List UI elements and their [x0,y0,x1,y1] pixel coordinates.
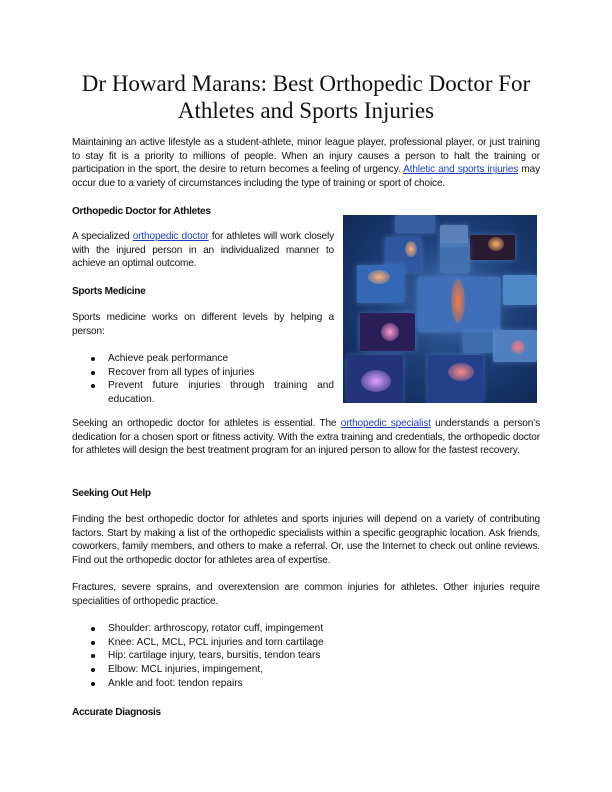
list-item: Ankle and foot: tendon repairs [72,677,540,691]
seeking-paragraph [72,417,540,458]
athletic-sports-injuries-link[interactable]: Athletic and sports injuries [403,164,519,176]
orthopedic-text-end: for athletes will work closely with the injured person in an individualized manner to achieve an optimal outcome. [72,231,335,270]
list-item: Knee: ACL, MCL, PCL injuries and torn cartilage [72,636,540,650]
list-item: Prevent future injuries through training and education. [72,379,334,406]
list-item: Achieve peak performance [72,352,334,366]
orthopedic-paragraph [72,230,334,271]
page-title: Dr Howard Marans: Best Orthopedic Doctor For Athletes and Sports Injuries [81,71,531,123]
list-item: Elbow: MCL injuries, impingement, [72,663,540,677]
sports-medicine-list [72,352,334,407]
seeking-text-end: understands a person’s dedication for a chosen sport or fitness activity. With the extra training and credentials, the orthopedic doctor for athletes will design the best treatment program for an injured person to allow for the fastest recovery. [72,418,540,457]
heading-seeking-out-help: Seeking Out Help [72,488,151,499]
seeking-text: Seeking an orthopedic doctor for athletes is essential. The [72,418,341,429]
list-item: Hip: cartilage injury, tears, bursitis, tendon tears [72,649,540,663]
heading-accurate-diagnosis: Accurate Diagnosis [72,707,161,718]
seeking-help-paragraph-1: Finding the best orthopedic doctor for athletes and sports injuries will depend on a variety of contributing factors. Start by making a list of the orthopedic specialists within a specific geographic location. Ask friends, coworkers, family members, and others to make a referral. Or, use the Internet to check out online reviews. Find out the orthopedic doctor for athletes area of expertise. [72,514,540,567]
list-item: Recover from all types of injuries [72,366,334,380]
heading-orthopedic-doctor: Orthopedic Doctor for Athletes [72,206,211,217]
orthopedic-text: A specialized [72,231,133,242]
orthopedic-doctor-link[interactable]: orthopedic doctor [132,231,209,242]
list-item: Shoulder: arthroscopy, rotator cuff, impingement [72,622,540,636]
injury-specialities-list [72,622,540,691]
intro-text: Maintaining an active lifestyle as a student-athlete, minor league player, professional player, or just training to stay fit is a priority to millions of people. When an injury causes a person to halt the training or participation in the sport, the desire to return becomes a feeling of urgency. [72,137,540,176]
intro-text-end: may occur due to a variety of circumstances including the type of training or sport of choice. [72,164,540,190]
orthopedic-specialist-link[interactable]: orthopedic specialist [340,418,431,429]
sports-medicine-paragraph: Sports medicine works on different levels by helping a person: [72,312,334,337]
joints-xray-collage-image [343,215,537,403]
seeking-help-paragraph-2: Fractures, severe sprains, and overextension are common injuries for athletes. Other injuries require specialities of orthopedic practice. [72,582,540,607]
heading-sports-medicine: Sports Medicine [72,286,146,297]
intro-paragraph [72,136,540,191]
